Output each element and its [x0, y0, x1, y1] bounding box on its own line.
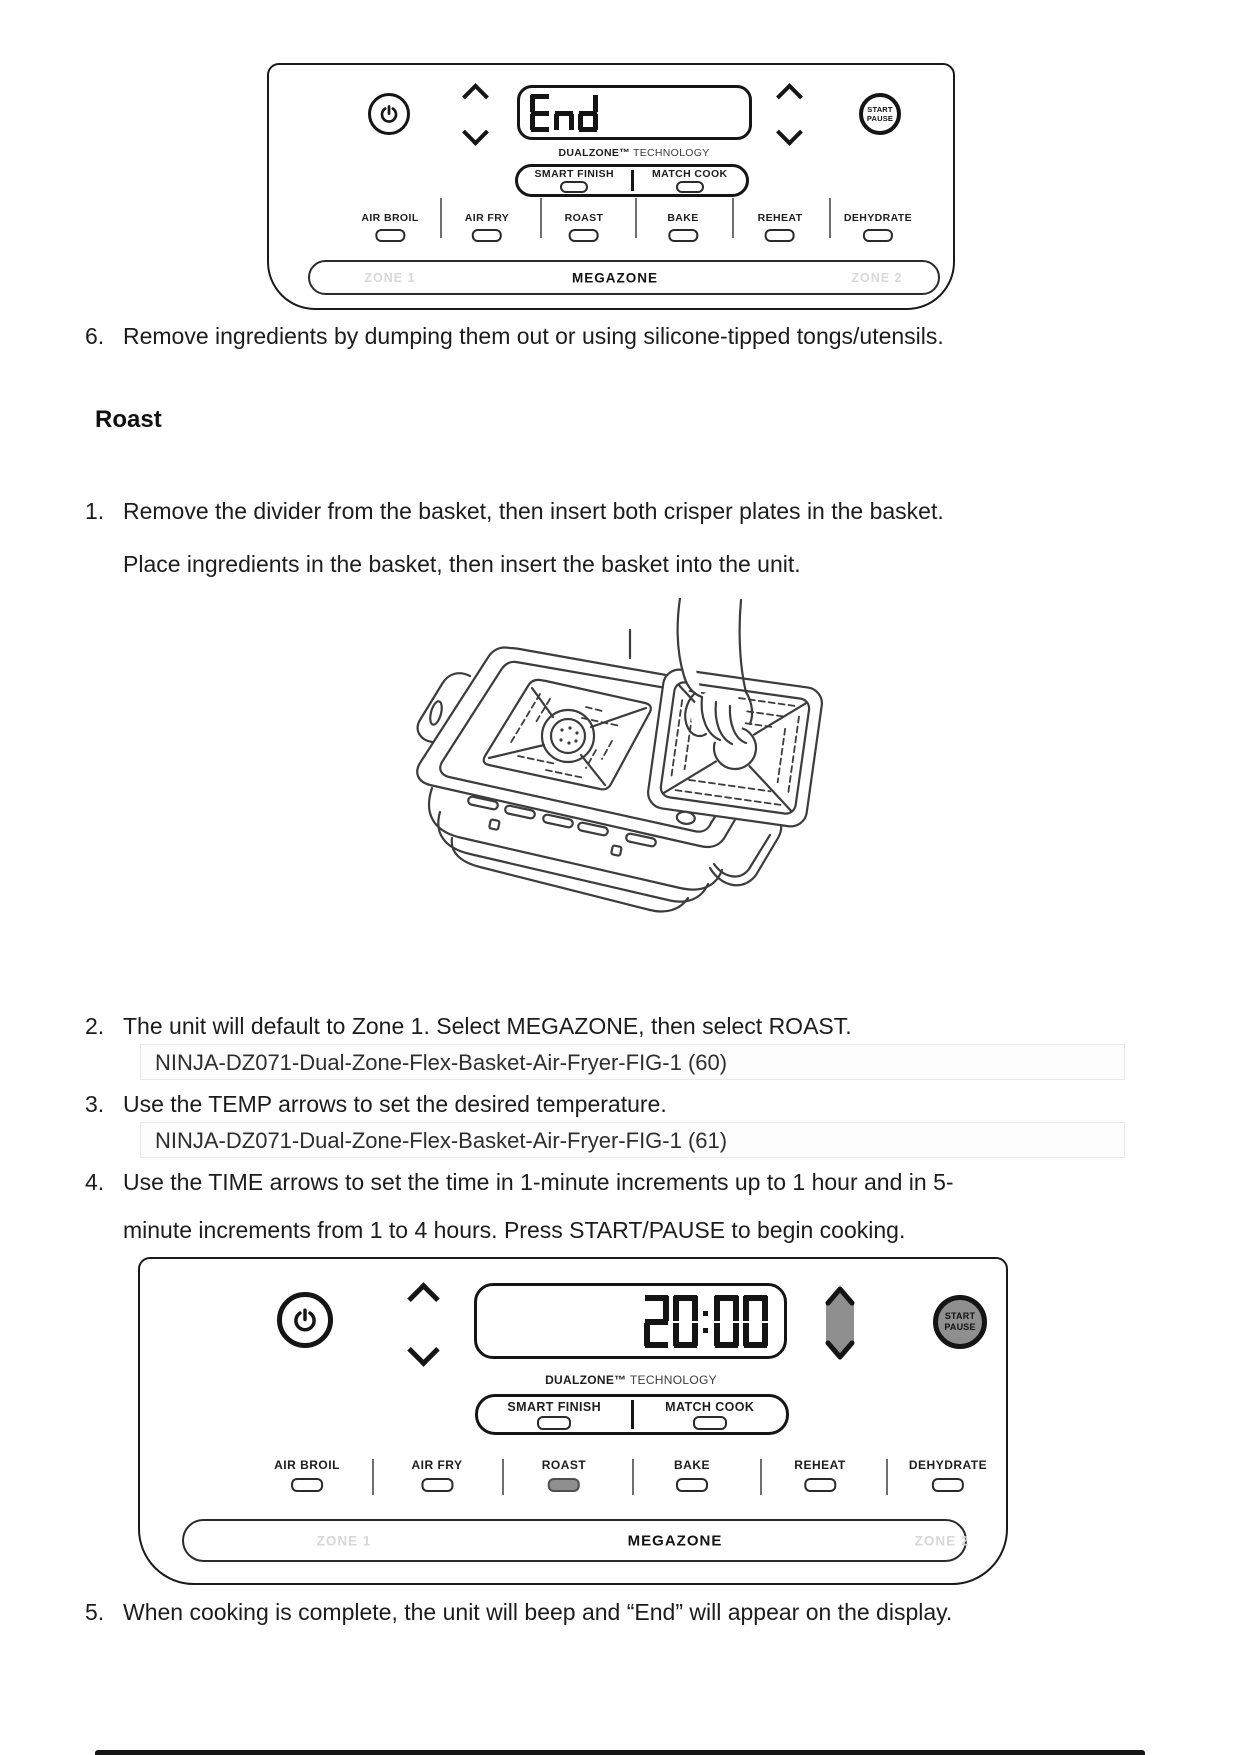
function-label: AIR BROIL [361, 212, 419, 224]
smart-finish-button: SMART FINISH [518, 167, 631, 194]
function-indicator [932, 1478, 964, 1492]
zone-selector-bar [182, 1519, 970, 1562]
function-indicator [863, 229, 893, 242]
function-label: REHEAT [757, 212, 803, 224]
step-4-line1: 4. Use the TIME arrows to set the time in 1-minute increments up to 1 hour and in 5- [85, 1169, 954, 1195]
basket-illustration [350, 598, 830, 933]
function-separator [440, 198, 442, 238]
function-air-fry [411, 1458, 462, 1492]
step-4-line2: minute increments from 1 to 4 hours. Press START/PAUSE to begin cooking. [123, 1217, 906, 1243]
function-indicator [765, 229, 795, 242]
function-indicator [421, 1478, 453, 1492]
function-separator [732, 198, 734, 238]
function-label: BAKE [667, 212, 699, 224]
function-dehydrate [909, 1458, 987, 1492]
function-air-broil [361, 212, 418, 242]
start-label: START [944, 1311, 976, 1321]
step-2: 2. The unit will default to Zone 1. Select MEGAZONE, then select ROAST. [85, 1013, 852, 1039]
step-3: 3. Use the TEMP arrows to set the desired temperature. [85, 1091, 667, 1117]
dualzone-technology-label: DUALZONE™ TECHNOLOGY [545, 1373, 717, 1387]
function-roast [565, 212, 604, 242]
function-separator [635, 198, 637, 238]
function-indicator [375, 229, 405, 242]
figure-placeholder-61: NINJA-DZ071-Dual-Zone-Flex-Basket-Air-Fryer-FIG-1 (61) [140, 1122, 1125, 1158]
pause-label: PAUSE [944, 1322, 976, 1332]
function-separator [502, 1459, 504, 1495]
function-reheat [758, 212, 803, 242]
function-label: AIR FRY [411, 1458, 463, 1472]
megazone-label: MEGAZONE [571, 270, 659, 285]
function-label: REHEAT [794, 1458, 846, 1472]
step-5: 5. When cooking is complete, the unit will beep and “End” will appear on the display. [85, 1599, 953, 1625]
start-label: START [867, 105, 893, 114]
figure-placeholder-60: NINJA-DZ071-Dual-Zone-Flex-Basket-Air-Fryer-FIG-1 (60) [140, 1044, 1125, 1080]
function-bake [667, 212, 698, 242]
megazone-label: MEGAZONE [627, 1532, 723, 1549]
function-air-broil [274, 1458, 340, 1492]
zone1-label: ZONE 1 [316, 1533, 372, 1548]
function-dehydrate [844, 212, 912, 242]
smart-finish-button: SMART FINISH [478, 1397, 631, 1432]
function-separator [829, 198, 831, 238]
zone2-label: ZONE 2 [914, 1533, 970, 1548]
pause-label: PAUSE [866, 114, 894, 123]
step-1-line2: Place ingredients in the basket, then insert the basket into the unit. [123, 551, 801, 577]
function-bake [674, 1458, 710, 1492]
function-separator [760, 1459, 762, 1495]
step-6: 6. Remove ingredients by dumping them out or using silicone-tipped tongs/utensils. [85, 323, 944, 349]
function-roast [542, 1458, 587, 1492]
function-label: AIR FRY [464, 212, 510, 224]
section-heading: Roast [95, 406, 162, 433]
match-cook-button: MATCH COOK [634, 167, 747, 194]
function-indicator [668, 229, 698, 242]
function-separator [372, 1459, 374, 1495]
zone2-label: ZONE 2 [851, 270, 903, 285]
function-separator [540, 198, 542, 238]
function-indicator-selected [548, 1478, 580, 1492]
function-label: ROAST [541, 1458, 587, 1472]
dualzone-technology-label: DUALZONE™ TECHNOLOGY [558, 147, 710, 159]
next-figure-edge [95, 1750, 1145, 1755]
function-label: ROAST [564, 212, 604, 224]
zone-selector-bar [308, 260, 940, 295]
function-indicator [676, 1478, 708, 1492]
function-air-fry [465, 212, 509, 242]
step-1-line1: 1. Remove the divider from the basket, then insert both crisper plates in the basket. [85, 498, 944, 524]
function-label: AIR BROIL [274, 1458, 340, 1472]
function-reheat [794, 1458, 845, 1492]
function-label: DEHYDRATE [843, 212, 913, 224]
function-label: BAKE [673, 1458, 711, 1472]
function-separator [632, 1459, 634, 1495]
function-indicator [472, 229, 502, 242]
function-separator [886, 1459, 888, 1495]
control-panel-roast-illustration [138, 1257, 1008, 1585]
function-indicator [804, 1478, 836, 1492]
function-indicator [569, 229, 599, 242]
function-indicator [291, 1478, 323, 1492]
function-label: DEHYDRATE [908, 1458, 988, 1472]
control-panel-end-illustration [267, 63, 955, 310]
zone1-label: ZONE 1 [364, 270, 416, 285]
match-cook-button: MATCH COOK [634, 1397, 787, 1432]
